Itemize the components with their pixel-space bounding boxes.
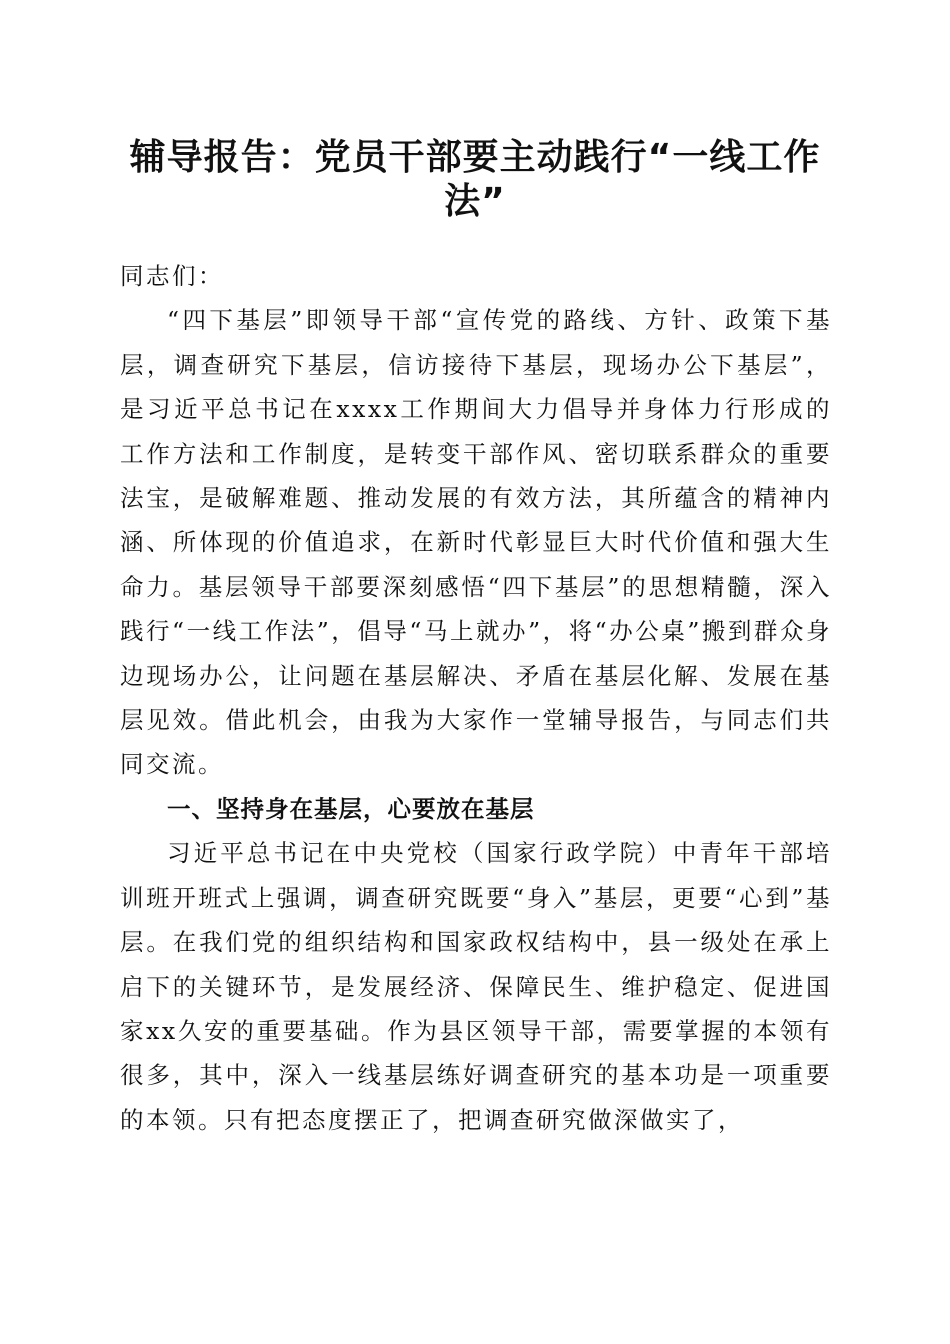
section-1-paragraph: 习近平总书记在中央党校（国家行政学院）中青年干部培训班开班式上强调，调查研究既要“身入”基层，更要“心到”基层。在我们党的组织结构和国家政权结构中，县一级处在承上启下的关键环节，是发展经济、保障民生、维护稳定、促进国家xx久安的重要基础。作为县区领导干部，需要掌握的本领有很多，其中，深入一线基层练好调查研究的基本功是一项重要的本领。只有把态度摆正了，把调查研究做深做实了， bbox=[120, 839, 832, 1134]
document-body bbox=[120, 254, 832, 1142]
section-1-heading: 一、坚持身在基层，心要放在基层 bbox=[167, 794, 535, 823]
intro-paragraph: “四下基层”即领导干部“宣传党的路线、方针、政策下基层，调查研究下基层，信访接待下基层，现场办公下基层”，是习近平总书记在xxxx工作期间大力倡导并身体力行形成的工作方法和工作制度，是转变干部作风、密切联系群众的重要法宝，是破解难题、推动发展的有效方法，其所蕴含的精神内涵、所体现的价值追求，在新时代彰显巨大时代价值和强大生命力。基层领导干部要深刻感悟“四下基层”的思想精髓，深入践行“一线工作法”，倡导“马上就办”，将“办公桌”搬到群众身边现场办公，让问题在基层解决、矛盾在基层化解、发展在基层见效。借此机会，由我为大家作一堂辅导报告，与同志们共同交流。 bbox=[120, 306, 832, 779]
document-title: 辅导报告：党员干部要主动践行“一线工作法” bbox=[129, 137, 821, 222]
salutation: 同志们： bbox=[120, 262, 224, 290]
